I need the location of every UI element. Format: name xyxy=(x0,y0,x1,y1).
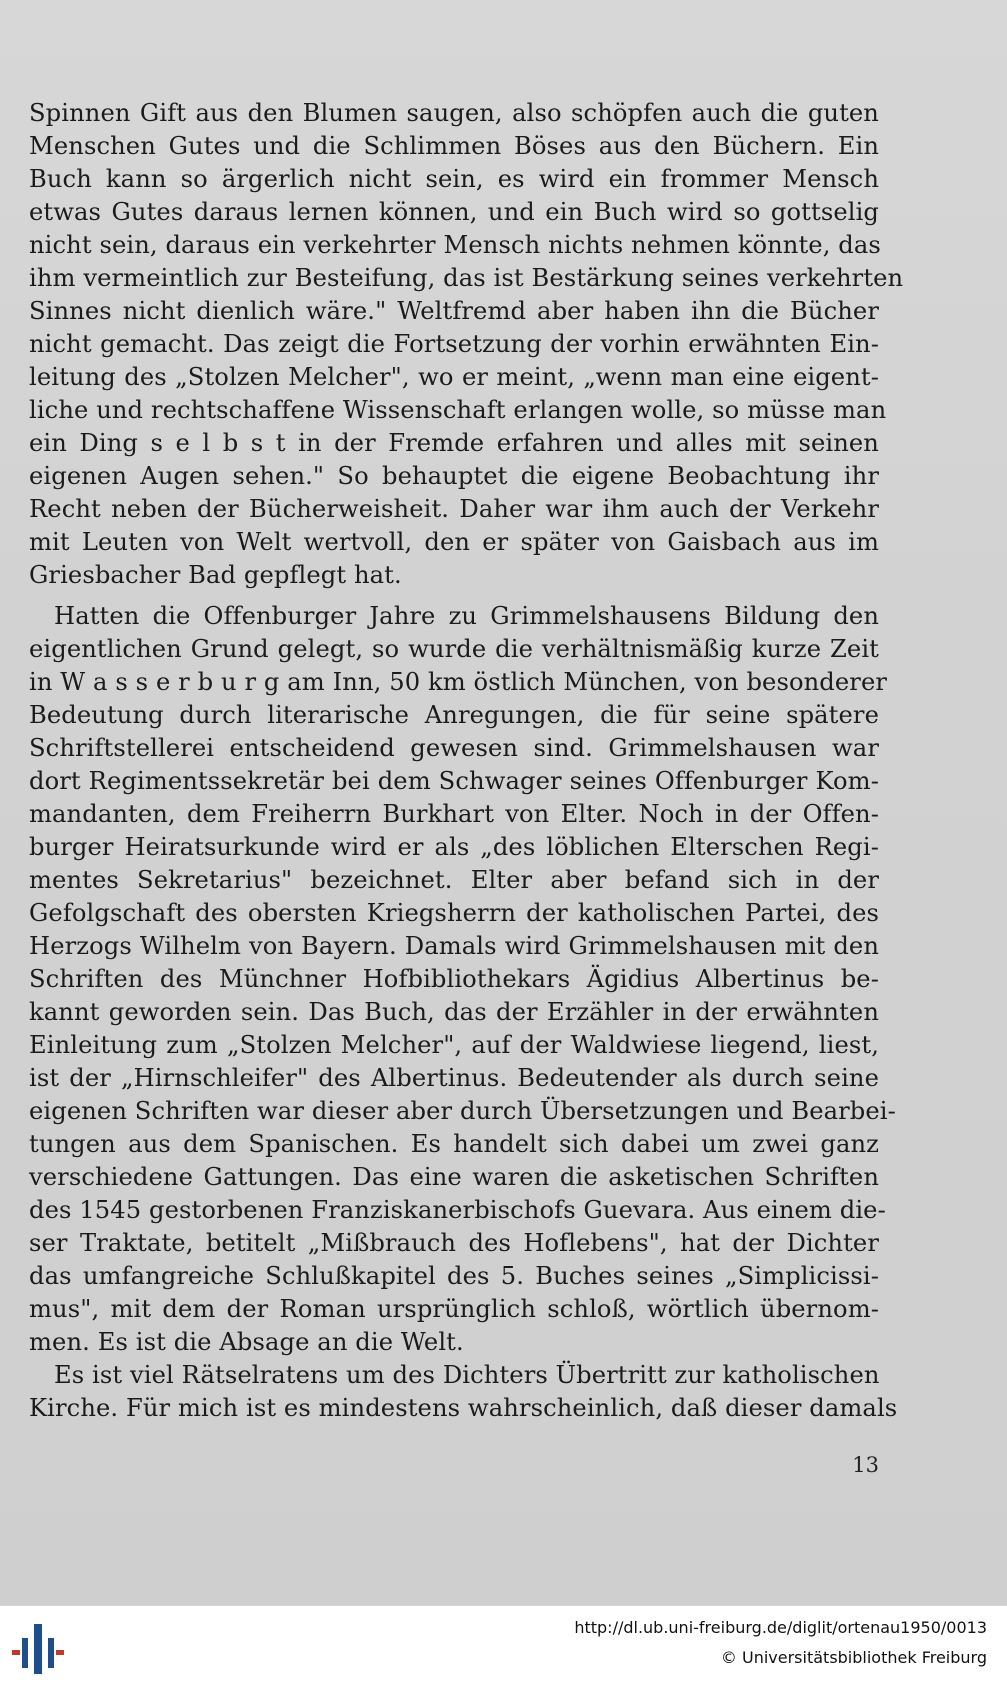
text-line: eigenen Schriften war dieser aber durch Übersetzungen und Bearbei- xyxy=(29,1097,896,1125)
page-number: 13 xyxy=(852,1453,879,1477)
copyright-notice: © Universitätsbibliothek Freiburg xyxy=(720,1648,987,1667)
text-line: mentes Sekretarius" bezeichnet. Elter aber befand sich in der xyxy=(29,866,879,894)
text-line: Spinnen Gift aus den Blumen saugen, also schöpfen auch die guten xyxy=(29,99,879,127)
text-line: des 1545 gestorbenen Franziskanerbischofs Guevara. Aus einem die- xyxy=(29,1196,886,1224)
text-line: Einleitung zum „Stolzen Melcher", auf der Waldwiese liegend, liest, xyxy=(29,1031,879,1059)
text-line: nicht sein, daraus ein verkehrter Mensch nichts nehmen könnte, das xyxy=(29,231,881,259)
viewer-footer xyxy=(0,1605,1007,1682)
text-line: Hatten die Offenburger Jahre zu Grimmelshausens Bildung den xyxy=(54,602,879,630)
text-line: mus", mit dem der Roman ursprünglich schloß, wörtlich übernom- xyxy=(29,1295,879,1323)
text-line: Schriften des Münchner Hofbibliothekars Ägidius Albertinus be- xyxy=(29,965,879,993)
text-line: Buch kann so ärgerlich nicht sein, es wird ein frommer Mensch xyxy=(29,165,879,193)
ub-freiburg-logo-icon xyxy=(12,1622,64,1676)
text-line: Herzogs Wilhelm von Bayern. Damals wird Grimmelshausen mit den xyxy=(29,932,879,960)
text-line: verschiedene Gattungen. Das eine waren die asketischen Schriften xyxy=(29,1163,879,1191)
text-line: Kirche. Für mich ist es mindestens wahrscheinlich, daß dieser damals xyxy=(29,1394,898,1422)
paragraph-2 xyxy=(29,600,896,1359)
text-line: Menschen Gutes und die Schlimmen Böses aus den Büchern. Ein xyxy=(29,132,879,160)
text-line: burger Heiratsurkunde wird er als „des löblichen Elterschen Regi- xyxy=(29,833,879,861)
paragraph-1 xyxy=(29,97,904,592)
text-line: dort Regimentssekretär bei dem Schwager seines Offenburger Kom- xyxy=(29,767,879,795)
text-line: ein Ding s e l b s t in der Fremde erfahren und alles mit seinen xyxy=(29,429,879,457)
text-line: Sinnes nicht dienlich wäre." Weltfremd aber haben ihn die Bücher xyxy=(29,297,879,325)
text-line: ihm vermeintlich zur Besteifung, das ist Bestärkung seines verkehrten xyxy=(29,264,904,292)
paragraph-3 xyxy=(29,1359,898,1425)
text-line: men. Es ist die Absage an die Welt. xyxy=(29,1328,464,1356)
text-line: das umfangreiche Schlußkapitel des 5. Buches seines „Simplicissi- xyxy=(29,1262,879,1290)
text-line: tungen aus dem Spanischen. Es handelt sich dabei um zwei ganz xyxy=(29,1130,879,1158)
text-line: Griesbacher Bad gepflegt hat. xyxy=(29,561,402,589)
text-line: leitung des „Stolzen Melcher", wo er meint, „wenn man eine eigent- xyxy=(29,363,879,391)
text-line: ser Traktate, betitelt „Mißbrauch des Hoflebens", hat der Dichter xyxy=(29,1229,879,1257)
text-line: Bedeutung durch literarische Anregungen, die für seine spätere xyxy=(29,701,879,729)
text-line: in W a s s e r b u r g am Inn, 50 km östlich München, von besonderer xyxy=(29,668,888,696)
text-line: liche und rechtschaffene Wissenschaft erlangen wolle, so müsse man xyxy=(29,396,887,424)
text-line: nicht gemacht. Das zeigt die Fortsetzung der vorhin erwähnten Ein- xyxy=(29,330,879,358)
text-line: ist der „Hirnschleifer" des Albertinus. Bedeutender als durch seine xyxy=(29,1064,879,1092)
text-line: mit Leuten von Welt wertvoll, den er später von Gaisbach aus im xyxy=(29,528,879,556)
text-line: Gefolgschaft des obersten Kriegsherrn der katholischen Partei, des xyxy=(29,899,879,927)
text-line: eigenen Augen sehen." So behauptet die eigene Beobachtung ihr xyxy=(29,462,879,490)
text-line: etwas Gutes daraus lernen können, und ein Buch wird so gottselig xyxy=(29,198,879,226)
document-url[interactable]: http://dl.ub.uni-freiburg.de/diglit/ortenau1950/0013 xyxy=(574,1618,987,1637)
text-line: Schriftstellerei entscheidend gewesen sind. Grimmelshausen war xyxy=(29,734,879,762)
text-line: mandanten, dem Freiherrn Burkhart von Elter. Noch in der Offen- xyxy=(29,800,879,828)
text-line: eigentlichen Grund gelegt, so wurde die verhältnismäßig kurze Zeit xyxy=(29,635,879,663)
text-line: kannt geworden sein. Das Buch, das der Erzähler in der erwähnten xyxy=(29,998,879,1026)
page-body-text xyxy=(29,97,904,1425)
paragraph-gap xyxy=(29,592,879,600)
text-line: Es ist viel Rätselratens um des Dichters Übertritt zur katholischen xyxy=(54,1361,880,1389)
text-line: Recht neben der Bücherweisheit. Daher war ihm auch der Verkehr xyxy=(29,495,879,523)
